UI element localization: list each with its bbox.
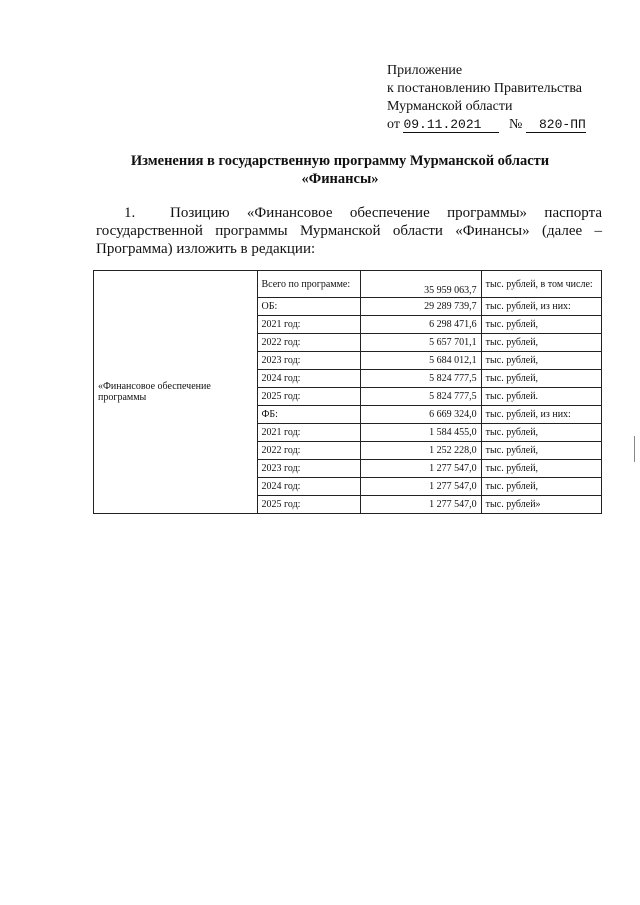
paragraph-number: 1.: [124, 205, 136, 221]
row-label: 2022 год:: [257, 334, 361, 352]
row-value: 29 289 739,7: [361, 298, 481, 316]
appendix-date-line: [387, 116, 586, 134]
row-unit: тыс. рублей,: [481, 478, 601, 496]
date-prefix: от: [387, 117, 400, 132]
row-value: 1 277 547,0: [361, 478, 481, 496]
row-label: 2025 год:: [257, 496, 361, 514]
row-unit: тыс. рублей,: [481, 442, 601, 460]
row-unit: тыс. рублей,: [481, 370, 601, 388]
appendix-decree-line: к постановлению Правительства: [387, 81, 583, 96]
row-label: Всего по программе:: [257, 271, 361, 298]
appendix-header: [387, 62, 586, 134]
number-label: №: [508, 117, 523, 132]
row-label: 2022 год:: [257, 442, 361, 460]
decree-number: 820-ПП: [526, 117, 586, 133]
row-value: 5 684 012,1: [361, 352, 481, 370]
row-label: 2024 год:: [257, 370, 361, 388]
funding-table: [93, 270, 602, 514]
row-value: 1 584 455,0: [361, 424, 481, 442]
table-row: [94, 271, 602, 298]
row-value: 1 277 547,0: [361, 496, 481, 514]
row-value: 1 252 228,0: [361, 442, 481, 460]
row-unit: тыс. рублей,: [481, 424, 601, 442]
row-value: 6 669 324,0: [361, 406, 481, 424]
row-label: 2021 год:: [257, 424, 361, 442]
row-label: 2024 год:: [257, 478, 361, 496]
row-label: 2021 год:: [257, 316, 361, 334]
row-unit: тыс. рублей,: [481, 352, 601, 370]
appendix-title: Приложение: [387, 63, 463, 78]
row-unit: тыс. рублей»: [481, 496, 601, 514]
paragraph-text: Позицию «Финансовое обеспечение программы» паспорта государственной программы Мурманской области «Финансы» (далее – Программа) изложить в редакции:: [96, 205, 602, 257]
row-value: 5 824 777,5: [361, 370, 481, 388]
row-label: ФБ:: [257, 406, 361, 424]
row-unit: тыс. рублей, в том числе:: [481, 271, 601, 298]
row-unit: тыс. рублей, из них:: [481, 298, 601, 316]
appendix-region-line: Мурманской области: [387, 99, 513, 114]
row-label: ОБ:: [257, 298, 361, 316]
position-label: «Финансовое обеспечение программы: [94, 271, 258, 514]
title-line-1: Изменения в государственную программу Мурманской области: [130, 153, 550, 169]
row-value: 5 824 777,5: [361, 388, 481, 406]
funding-table-body: [94, 271, 602, 514]
row-label: 2023 год:: [257, 352, 361, 370]
row-unit: тыс. рублей,: [481, 334, 601, 352]
document-title: [60, 152, 620, 188]
row-value: 6 298 471,6: [361, 316, 481, 334]
row-value: 5 657 701,1: [361, 334, 481, 352]
row-label: 2023 год:: [257, 460, 361, 478]
row-unit: тыс. рублей,: [481, 460, 601, 478]
row-unit: тыс. рублей, из них:: [481, 406, 601, 424]
row-value: 35 959 063,7: [361, 271, 481, 298]
paragraph-1: [96, 204, 602, 258]
row-unit: тыс. рублей,: [481, 316, 601, 334]
row-unit: тыс. рублей.: [481, 388, 601, 406]
row-value: 1 277 547,0: [361, 460, 481, 478]
decree-date: 09.11.2021: [403, 117, 499, 133]
scan-edge-mark: [634, 436, 638, 462]
row-label: 2025 год:: [257, 388, 361, 406]
title-line-2: «Финансы»: [301, 171, 379, 187]
